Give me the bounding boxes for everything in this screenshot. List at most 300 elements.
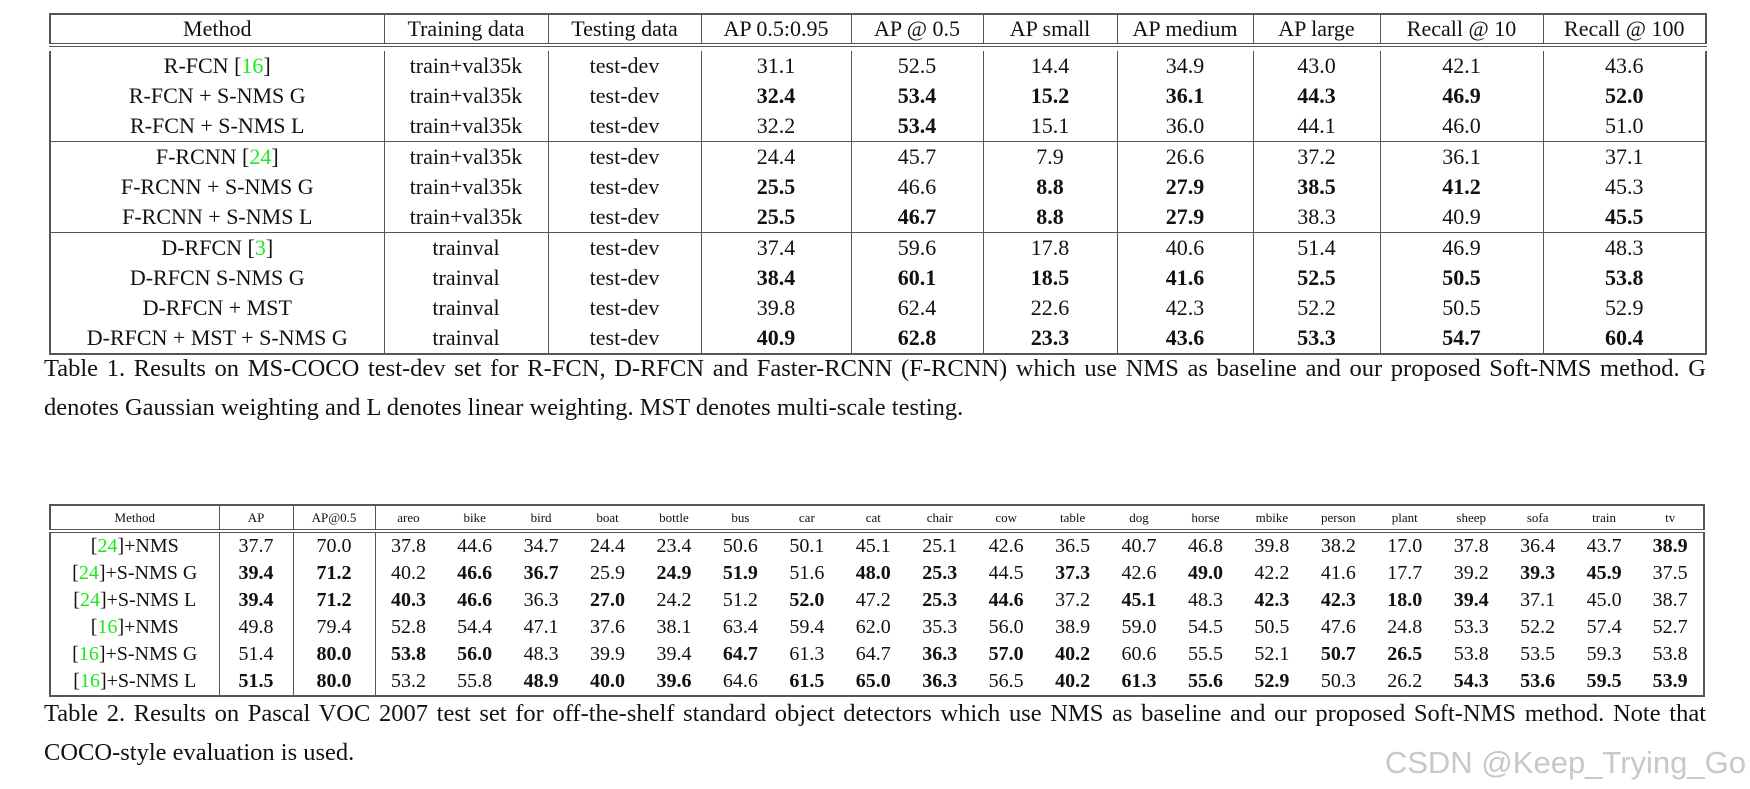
metric-cell: 17.7 [1387, 562, 1423, 584]
metric-cell: 38.3 [1253, 202, 1380, 233]
metric-cell: 40.9 [701, 323, 851, 354]
metric-cell: 59.6 [851, 233, 983, 264]
metric-cell: 25.5 [701, 202, 851, 233]
training-data-cell: train+val35k [384, 111, 548, 142]
metric-cell: 39.8 [1254, 535, 1290, 557]
metric-cell: 71.2 [293, 587, 375, 614]
metric-cell: 51.6 [789, 562, 825, 584]
metric-cell: 24.4 [590, 535, 626, 557]
metric-cell: 38.2 [1320, 535, 1356, 557]
metric-cell: 26.6 [1117, 142, 1253, 173]
metric-cell: 40.7 [1121, 535, 1157, 557]
metric-cell: 25.5 [701, 172, 851, 202]
metric-cell: 40.2 [1039, 668, 1105, 696]
csdn-watermark: CSDN @Keep_Trying_Go [1384, 745, 1746, 780]
training-data-cell: train+val35k [384, 142, 548, 173]
metric-cell: 53.8 [1453, 643, 1489, 665]
metric-cell: 50.5 [1380, 263, 1543, 293]
citation-link[interactable]: 16 [78, 643, 99, 665]
metric-cell: 64.7 [855, 643, 891, 665]
metric-cell: 65.0 [840, 668, 906, 696]
citation-link[interactable]: 24 [78, 562, 99, 584]
metric-cell: 45.1 [855, 535, 891, 557]
metric-cell: 51.5 [219, 668, 293, 696]
testing-data-cell: test-dev [548, 172, 701, 202]
metric-cell: 70.0 [293, 531, 375, 560]
method-text: ]+S-NMS G [98, 562, 198, 584]
table-row [50, 263, 1706, 293]
column-header: car [774, 505, 840, 531]
metric-cell: 39.8 [701, 293, 851, 323]
metric-cell: 53.4 [851, 111, 983, 142]
metric-cell: 39.4 [1453, 589, 1489, 611]
metric-cell: 44.6 [457, 535, 493, 557]
column-header: Recall @ 100 [1543, 14, 1706, 45]
method-text: ]+S-NMS L [99, 589, 197, 611]
column-header: AP [219, 505, 293, 531]
method-cell [50, 560, 219, 587]
column-header: Testing data [548, 14, 701, 45]
table-row [50, 51, 1706, 81]
training-data-cell: train+val35k [384, 81, 548, 111]
metric-cell: 50.6 [722, 535, 758, 557]
metric-cell: 15.2 [983, 81, 1117, 111]
metric-cell: 36.1 [1117, 81, 1253, 111]
metric-cell: 60.6 [1121, 643, 1157, 665]
metric-cell: 52.8 [390, 616, 426, 638]
metric-cell: 49.8 [219, 614, 293, 641]
metric-cell: 39.9 [590, 643, 626, 665]
column-header: AP@0.5 [293, 505, 375, 531]
metric-cell: 35.3 [922, 616, 958, 638]
metric-cell: 52.7 [1637, 614, 1704, 641]
method-text: ]+NMS [117, 616, 179, 638]
method-text: [ [73, 589, 80, 611]
column-header: Training data [384, 14, 548, 45]
citation-link[interactable]: 16 [97, 616, 118, 638]
metric-cell: 51.2 [722, 589, 758, 611]
metric-cell: 45.3 [1543, 172, 1706, 202]
table-row [50, 233, 1706, 264]
method-text: ]+S-NMS L [99, 670, 197, 692]
metric-cell: 54.4 [457, 616, 493, 638]
metric-cell: 52.5 [1253, 263, 1380, 293]
metric-cell: 37.8 [390, 535, 426, 557]
metric-cell: 44.6 [988, 589, 1024, 611]
training-data-cell: trainval [384, 233, 548, 264]
testing-data-cell: test-dev [548, 233, 701, 264]
method-text: D-RFCN S-NMS G [129, 265, 305, 290]
citation-link[interactable]: 24 [249, 144, 272, 169]
citation-link[interactable]: 16 [241, 53, 264, 78]
column-header: chair [907, 505, 973, 531]
metric-cell: 54.5 [1187, 616, 1223, 638]
metric-cell: 47.1 [523, 616, 559, 638]
metric-cell: 37.8 [1453, 535, 1489, 557]
column-header: horse [1172, 505, 1238, 531]
metric-cell: 40.9 [1380, 202, 1543, 233]
table-row [50, 142, 1706, 173]
metric-cell: 8.8 [983, 172, 1117, 202]
metric-cell: 56.5 [973, 668, 1039, 696]
metric-cell: 34.9 [1117, 51, 1253, 81]
metric-cell: 36.4 [1520, 535, 1556, 557]
table-row [50, 531, 1704, 560]
method-text: [ [90, 535, 98, 557]
metric-cell: 18.0 [1387, 589, 1423, 611]
metric-cell: 39.3 [1520, 562, 1556, 584]
training-data-cell: train+val35k [384, 202, 548, 233]
metric-cell: 42.3 [1254, 589, 1290, 611]
column-header: train [1571, 505, 1637, 531]
metric-cell: 25.3 [922, 562, 958, 584]
testing-data-cell: test-dev [548, 293, 701, 323]
metric-cell: 40.6 [1117, 233, 1253, 264]
metric-cell: 50.1 [789, 535, 825, 557]
metric-cell: 52.0 [789, 589, 825, 611]
metric-cell: 39.2 [1453, 562, 1489, 584]
table1-caption: Table 1. Results on MS-COCO test-dev set for R-FCN, D-RFCN and Faster-RCNN (F-RCNN) which use NMS as baseline and our proposed Soft-NMS method. G denotes Gaussian weighting and L denotes linear weighting. MST denotes multi-scale testing. [44, 355, 1706, 421]
method-text: D-RFCN [ [161, 235, 255, 260]
metric-cell: 41.6 [1320, 562, 1356, 584]
metric-cell: 52.9 [1239, 668, 1305, 696]
table-row [50, 614, 1704, 641]
method-cell [50, 51, 384, 81]
metric-cell: 38.4 [701, 263, 851, 293]
metric-cell: 34.7 [523, 535, 559, 557]
metric-cell: 46.6 [851, 172, 983, 202]
metric-cell: 46.9 [1380, 233, 1543, 264]
metric-cell: 36.3 [922, 643, 958, 665]
testing-data-cell: test-dev [548, 142, 701, 173]
metric-cell: 38.9 [1637, 531, 1704, 560]
metric-cell: 53.9 [1637, 668, 1704, 696]
metric-cell: 62.0 [855, 616, 891, 638]
metric-cell: 64.7 [722, 643, 758, 665]
metric-cell: 27.9 [1117, 202, 1253, 233]
metric-cell: 51.0 [1543, 111, 1706, 142]
method-text: ] [263, 53, 271, 78]
table-row [50, 587, 1704, 614]
method-text: R-FCN [ [163, 53, 242, 78]
metric-cell: 26.2 [1372, 668, 1438, 696]
metric-cell: 80.0 [293, 641, 375, 668]
metric-cell: 60.1 [851, 263, 983, 293]
metric-cell: 48.3 [1543, 233, 1706, 264]
method-cell [50, 668, 219, 696]
metric-cell: 56.0 [457, 643, 493, 665]
method-cell [50, 233, 384, 264]
metric-cell: 37.3 [1055, 562, 1091, 584]
metric-cell: 45.5 [1543, 202, 1706, 233]
coco-results-table [49, 13, 1707, 355]
metric-cell: 36.1 [1380, 142, 1543, 173]
metric-cell: 48.0 [855, 562, 891, 584]
metric-cell: 61.3 [1106, 668, 1172, 696]
metric-cell: 50.5 [1254, 616, 1290, 638]
column-header: table [1039, 505, 1105, 531]
column-header: Method [50, 14, 384, 45]
metric-cell: 39.4 [219, 560, 293, 587]
voc-results-table [49, 504, 1705, 697]
metric-cell: 38.1 [656, 616, 692, 638]
column-header: AP small [983, 14, 1117, 45]
testing-data-cell: test-dev [548, 111, 701, 142]
metric-cell: 47.6 [1320, 616, 1356, 638]
metric-cell: 53.3 [1253, 323, 1380, 354]
metric-cell: 71.2 [293, 560, 375, 587]
table2-caption: Table 2. Results on Pascal VOC 2007 test set for off-the-shelf standard object detectors which use NMS as baseline and our proposed Soft-NMS method. Note that COCO-style evaluation is used. [44, 700, 1706, 766]
method-text: R-FCN + S-NMS L [130, 113, 305, 138]
metric-cell: 49.0 [1187, 562, 1223, 584]
metric-cell: 24.2 [656, 589, 692, 611]
metric-cell: 52.1 [1254, 643, 1290, 665]
metric-cell: 50.3 [1305, 668, 1371, 696]
metric-cell: 37.1 [1543, 142, 1706, 173]
metric-cell: 24.8 [1387, 616, 1423, 638]
metric-cell: 50.7 [1320, 643, 1356, 665]
metric-cell: 37.2 [1253, 142, 1380, 173]
metric-cell: 59.3 [1586, 643, 1622, 665]
column-header: bike [441, 505, 507, 531]
metric-cell: 45.9 [1586, 562, 1622, 584]
metric-cell: 48.3 [1187, 589, 1223, 611]
metric-cell: 23.3 [983, 323, 1117, 354]
metric-cell: 42.6 [1121, 562, 1157, 584]
column-header: areo [375, 505, 441, 531]
metric-cell: 17.0 [1387, 535, 1423, 557]
metric-cell: 47.2 [855, 589, 891, 611]
method-text: [ [90, 616, 98, 638]
column-header: AP medium [1117, 14, 1253, 45]
metric-cell: 40.3 [390, 589, 426, 611]
metric-cell: 31.1 [701, 51, 851, 81]
metric-cell: 79.4 [293, 614, 375, 641]
metric-cell: 63.4 [722, 616, 758, 638]
metric-cell: 14.4 [983, 51, 1117, 81]
metric-cell: 24.4 [701, 142, 851, 173]
metric-cell: 59.0 [1121, 616, 1157, 638]
column-header: boat [574, 505, 640, 531]
metric-cell: 36.7 [523, 562, 559, 584]
table-row [50, 293, 1706, 323]
testing-data-cell: test-dev [548, 51, 701, 81]
method-cell [50, 172, 384, 202]
column-header: bird [508, 505, 574, 531]
metric-cell: 46.7 [851, 202, 983, 233]
method-text: D-RFCN + MST [142, 295, 292, 320]
metric-cell: 52.2 [1520, 616, 1556, 638]
metric-cell: 53.4 [851, 81, 983, 111]
metric-cell: 25.1 [922, 535, 958, 557]
metric-cell: 53.2 [375, 668, 441, 696]
table-row [50, 560, 1704, 587]
column-header: AP 0.5:0.95 [701, 14, 851, 45]
metric-cell: 54.7 [1380, 323, 1543, 354]
metric-cell: 46.0 [1380, 111, 1543, 142]
metric-cell: 27.0 [590, 589, 626, 611]
training-data-cell: train+val35k [384, 51, 548, 81]
metric-cell: 52.5 [851, 51, 983, 81]
column-header: cat [840, 505, 906, 531]
metric-cell: 37.7 [219, 531, 293, 560]
testing-data-cell: test-dev [548, 323, 701, 354]
metric-cell: 60.4 [1543, 323, 1706, 354]
method-text: [ [72, 643, 79, 665]
metric-cell: 61.3 [789, 643, 825, 665]
metric-cell: 43.7 [1586, 535, 1622, 557]
metric-cell: 40.2 [390, 562, 426, 584]
metric-cell: 36.3 [907, 668, 973, 696]
metric-cell: 51.4 [219, 641, 293, 668]
metric-cell: 51.4 [1253, 233, 1380, 264]
metric-cell: 44.1 [1253, 111, 1380, 142]
citation-link[interactable]: 16 [79, 670, 100, 692]
method-cell [50, 111, 384, 142]
column-header: Recall @ 10 [1380, 14, 1543, 45]
metric-cell: 62.8 [851, 323, 983, 354]
metric-cell: 48.9 [508, 668, 574, 696]
metric-cell: 53.3 [1453, 616, 1489, 638]
metric-cell: 25.9 [590, 562, 626, 584]
metric-cell: 18.5 [983, 263, 1117, 293]
table-row [50, 81, 1706, 111]
metric-cell: 46.9 [1380, 81, 1543, 111]
table-row [50, 202, 1706, 233]
column-header: bus [707, 505, 773, 531]
method-cell [50, 142, 384, 173]
metric-cell: 80.0 [293, 668, 375, 696]
column-header: sofa [1504, 505, 1570, 531]
method-text: F-RCNN + S-NMS G [120, 174, 314, 199]
method-text: F-RCNN [ [155, 144, 250, 169]
testing-data-cell: test-dev [548, 263, 701, 293]
testing-data-cell: test-dev [548, 202, 701, 233]
citation-link[interactable]: 24 [97, 535, 118, 557]
metric-cell: 32.4 [701, 81, 851, 111]
column-header: sheep [1438, 505, 1504, 531]
training-data-cell: trainval [384, 323, 548, 354]
metric-cell: 36.0 [1117, 111, 1253, 142]
metric-cell: 43.6 [1543, 51, 1706, 81]
metric-cell: 37.1 [1520, 589, 1556, 611]
method-cell [50, 263, 384, 293]
metric-cell: 55.5 [1187, 643, 1223, 665]
table-row [50, 641, 1704, 668]
column-header: AP @ 0.5 [851, 14, 983, 45]
column-header: AP large [1253, 14, 1380, 45]
metric-cell: 59.4 [789, 616, 825, 638]
metric-cell: 46.6 [457, 589, 493, 611]
metric-cell: 27.9 [1117, 172, 1253, 202]
metric-cell: 55.6 [1172, 668, 1238, 696]
metric-cell: 39.4 [219, 587, 293, 614]
metric-cell: 36.5 [1055, 535, 1091, 557]
method-text: ]+S-NMS G [98, 643, 198, 665]
method-cell [50, 531, 219, 560]
column-header: Method [50, 505, 219, 531]
metric-cell: 50.5 [1380, 293, 1543, 323]
metric-cell: 44.5 [988, 562, 1024, 584]
metric-cell: 41.6 [1117, 263, 1253, 293]
metric-cell: 45.0 [1586, 589, 1622, 611]
metric-cell: 32.2 [701, 111, 851, 142]
method-cell [50, 81, 384, 111]
metric-cell: 64.6 [707, 668, 773, 696]
method-text: D-RFCN + MST + S-NMS G [86, 325, 348, 350]
method-text: F-RCNN + S-NMS L [122, 204, 313, 229]
metric-cell: 52.9 [1543, 293, 1706, 323]
method-text: [ [72, 562, 79, 584]
method-text: ] [271, 144, 279, 169]
method-cell [50, 641, 219, 668]
metric-cell: 45.1 [1121, 589, 1157, 611]
table-row [50, 668, 1704, 696]
metric-cell: 40.0 [574, 668, 640, 696]
metric-cell: 15.1 [983, 111, 1117, 142]
column-header: dog [1106, 505, 1172, 531]
column-header: tv [1637, 505, 1704, 531]
method-text: ] [265, 235, 274, 260]
metric-cell: 53.8 [390, 643, 426, 665]
metric-cell: 52.2 [1253, 293, 1380, 323]
metric-cell: 55.8 [441, 668, 507, 696]
metric-cell: 44.3 [1253, 81, 1380, 111]
column-header: plant [1372, 505, 1438, 531]
metric-cell: 37.6 [590, 616, 626, 638]
method-text: [ [73, 670, 80, 692]
method-cell [50, 614, 219, 641]
metric-cell: 43.0 [1253, 51, 1380, 81]
method-cell [50, 293, 384, 323]
training-data-cell: trainval [384, 263, 548, 293]
metric-cell: 37.4 [701, 233, 851, 264]
method-cell [50, 202, 384, 233]
method-text: ]+NMS [117, 535, 179, 557]
metric-cell: 41.2 [1380, 172, 1543, 202]
metric-cell: 42.6 [988, 535, 1024, 557]
testing-data-cell: test-dev [548, 81, 701, 111]
table-row [50, 172, 1706, 202]
metric-cell: 8.8 [983, 202, 1117, 233]
metric-cell: 46.6 [457, 562, 493, 584]
metric-cell: 36.3 [523, 589, 559, 611]
metric-cell: 52.0 [1543, 81, 1706, 111]
metric-cell: 26.5 [1387, 643, 1423, 665]
column-header: person [1305, 505, 1371, 531]
metric-cell: 48.3 [523, 643, 559, 665]
metric-cell: 42.2 [1254, 562, 1290, 584]
metric-cell: 57.4 [1586, 616, 1622, 638]
metric-cell: 42.3 [1117, 293, 1253, 323]
metric-cell: 62.4 [851, 293, 983, 323]
metric-cell: 53.6 [1504, 668, 1570, 696]
metric-cell: 51.9 [722, 562, 758, 584]
metric-cell: 17.8 [983, 233, 1117, 264]
metric-cell: 38.9 [1055, 616, 1091, 638]
training-data-cell: trainval [384, 293, 548, 323]
metric-cell: 61.5 [774, 668, 840, 696]
column-header: cow [973, 505, 1039, 531]
method-text: R-FCN + S-NMS G [128, 83, 306, 108]
metric-cell: 40.2 [1055, 643, 1091, 665]
citation-link[interactable]: 24 [79, 589, 100, 611]
metric-cell: 57.0 [988, 643, 1024, 665]
metric-cell: 7.9 [983, 142, 1117, 173]
method-cell [50, 587, 219, 614]
citation-link[interactable]: 3 [254, 235, 266, 260]
metric-cell: 53.8 [1543, 263, 1706, 293]
